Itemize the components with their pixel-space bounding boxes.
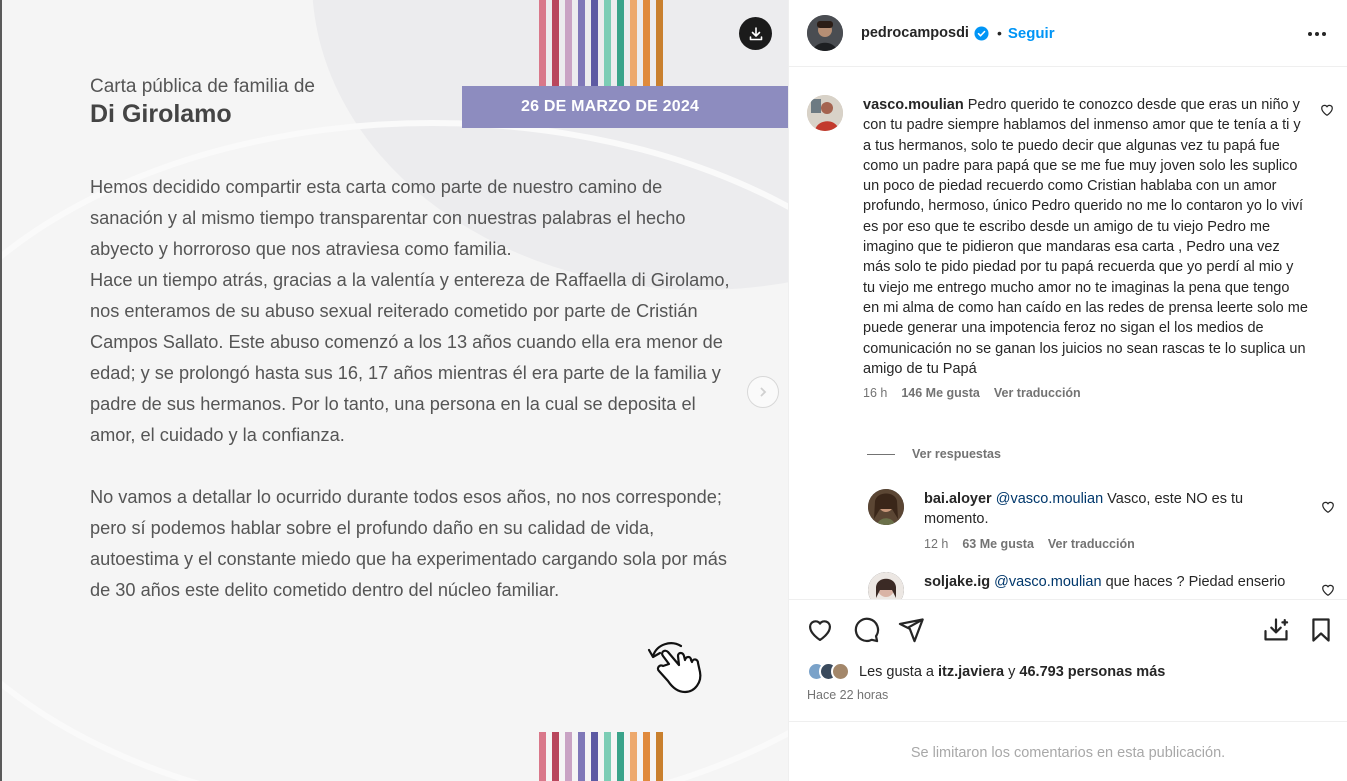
like-heart-icon[interactable] <box>806 616 834 644</box>
color-stripe <box>591 0 598 86</box>
avatar-image <box>868 572 904 599</box>
color-stripe <box>604 732 611 781</box>
save-to-collection-icon[interactable] <box>1262 616 1290 644</box>
letter-date: 26 DE MARZO DE 2024 <box>462 86 788 128</box>
color-stripe <box>643 0 650 86</box>
color-stripe <box>591 732 598 781</box>
view-replies-label: Ver respuestas <box>912 447 1001 461</box>
comment-text: vasco.moulian Pedro querido te conozco desde que eras un niño y con tu padre siempre hablamos del inmenso amor que te tenía a ti y a tus hermanos, solo te puedo decir que algunas vez tu papá fue como un padre para papá que se me fue muy joven solo les suplico un poco de piedad recuerdo como Cristian hablaba con un amor profundo, hermoso, único Pedro querido no me lo contaron yo lo viví es por eso que te escribo desde un amigo de tu viejo Pedro me imagino que te pidieron que mandaras esa carta , Pedro una vez más solo te pido piedad por tu papá recuerda que yo perdí al mio y tu viejo me entrego mucho amor no te imaginas la pena que tengo en mi alma de como han caído en las redes de prensa leerte solo me puede generar una impotencia feroz no sigan el los medios de comunicación no se ganan los juicios no sean rascas te lo suplica un amigo de tu Papá <box>863 97 1308 377</box>
comment-likes[interactable]: 146 Me gusta <box>901 386 980 401</box>
avatar-image <box>807 95 843 131</box>
post-side-panel <box>788 0 1347 781</box>
avatar-image <box>807 15 843 51</box>
post-actions <box>789 599 1347 722</box>
comment-text: bai.aloyer @vasco.moulian Vasco, este NO es tu momento. <box>924 491 1244 528</box>
more-icon <box>1308 32 1312 36</box>
likes-conjunction: y <box>1008 663 1016 680</box>
follow-button[interactable]: Seguir <box>1007 24 1055 42</box>
likes-prefix: Les gusta a <box>859 663 934 680</box>
comment-username[interactable]: soljake.ig <box>924 574 991 590</box>
view-replies-button[interactable] <box>867 447 1001 461</box>
likes-count[interactable]: 46.793 personas más <box>1019 663 1166 680</box>
letter-paragraph: No vamos a detallar lo ocurrido durante todos esos años, no nos corresponde; pero sí podemos hablar sobre el profundo daño en su calidad de vida, autoestima y el constante miedo que ha experimentado cargando sola por más de 30 años este delito cometido dentro del núcleo familiar. <box>90 487 727 600</box>
post-header <box>789 0 1347 67</box>
commenter-avatar[interactable] <box>807 95 843 131</box>
color-stripe <box>617 0 624 86</box>
download-button[interactable] <box>739 17 772 50</box>
comments-list[interactable] <box>789 67 1347 599</box>
comment-time[interactable]: 16 h <box>863 386 888 401</box>
color-stripe <box>552 0 559 86</box>
comment-text: soljake.ig @vasco.moulian que haces ? Piedad enserio <box>924 574 1286 590</box>
comment-username[interactable]: vasco.moulian <box>863 97 964 113</box>
swipe-hand-icon <box>647 638 707 696</box>
avatar-image <box>868 489 904 525</box>
color-stripe <box>656 0 663 86</box>
bookmark-icon[interactable] <box>1307 616 1335 644</box>
comment-username[interactable]: bai.aloyer <box>924 491 992 507</box>
comment-time[interactable]: 12 h <box>924 536 949 551</box>
letter-body <box>90 172 740 637</box>
color-stripe <box>565 732 572 781</box>
likes-summary <box>807 662 1165 681</box>
header-separator: • <box>996 25 1002 41</box>
share-icon[interactable] <box>897 616 925 644</box>
comment-mention[interactable]: @vasco.moulian <box>995 491 1104 507</box>
comment-like-icon[interactable] <box>1321 500 1335 514</box>
color-stripe <box>565 0 572 86</box>
comment-mention[interactable]: @vasco.moulian <box>994 574 1102 590</box>
letter-label: Carta pública de familia de <box>90 76 315 97</box>
liker-avatars <box>807 662 843 681</box>
author-username[interactable]: pedrocamposdi <box>861 25 969 41</box>
letter-family-name: Di Girolamo <box>90 100 232 128</box>
verified-badge-icon <box>974 26 989 41</box>
rainbow-stripes-top <box>539 0 704 86</box>
color-stripe <box>630 732 637 781</box>
post-time[interactable]: Hace 22 horas <box>807 688 889 702</box>
comment-likes[interactable]: 63 Me gusta <box>962 536 1034 551</box>
comment-icon[interactable] <box>852 616 880 644</box>
rainbow-stripes-bottom <box>539 732 704 781</box>
color-stripe <box>578 732 585 781</box>
color-stripe <box>604 0 611 86</box>
color-stripe <box>539 732 546 781</box>
comment-meta <box>924 537 1289 551</box>
more-options-button[interactable] <box>1305 22 1329 46</box>
comment-meta <box>863 386 1308 400</box>
avatar <box>831 662 850 681</box>
commenter-avatar[interactable] <box>868 489 904 525</box>
translate-link[interactable]: Ver traducción <box>1047 536 1135 551</box>
download-icon <box>748 26 764 42</box>
color-stripe <box>630 0 637 86</box>
chevron-right-icon <box>757 386 769 398</box>
comments-limited-notice: Se limitaron los comentarios en esta publicación. <box>910 745 1226 761</box>
color-stripe <box>552 732 559 781</box>
commenter-avatar[interactable] <box>868 572 904 599</box>
replies-line <box>867 454 895 455</box>
color-stripe <box>617 732 624 781</box>
liker-username[interactable]: itz.javiera <box>938 663 1005 680</box>
color-stripe <box>578 0 585 86</box>
next-slide-button[interactable] <box>747 376 779 408</box>
translate-link[interactable]: Ver traducción <box>993 386 1081 401</box>
author-avatar[interactable] <box>807 15 843 51</box>
letter-paragraph: Hemos decidido compartir esta carta como parte de nuestro camino de sanación y al mismo tiempo transparentar con nuestras palabras el hecho abyecto y horroroso que nos atraviesa como familia. Hace un tiempo atrás, gracias a la valentía y entereza de Raffaella di Girolamo, nos enteramos de su abuso sexual reiterado cometido por parte de Cristián Campos Sallato. Este abuso comenzó a los 13 años cuando ella era menor de edad; y se prolongó hasta sus 16, 17 años mientras él era parte de la familia y padre de sus hermanos. Por lo tanto, una persona en la cual se deposita el amor, el cuidado y la confianza. <box>90 177 730 445</box>
color-stripe <box>656 732 663 781</box>
comment-like-icon[interactable] <box>1321 583 1335 597</box>
color-stripe <box>643 732 650 781</box>
color-stripe <box>539 0 546 86</box>
comment-like-icon[interactable] <box>1320 103 1334 117</box>
